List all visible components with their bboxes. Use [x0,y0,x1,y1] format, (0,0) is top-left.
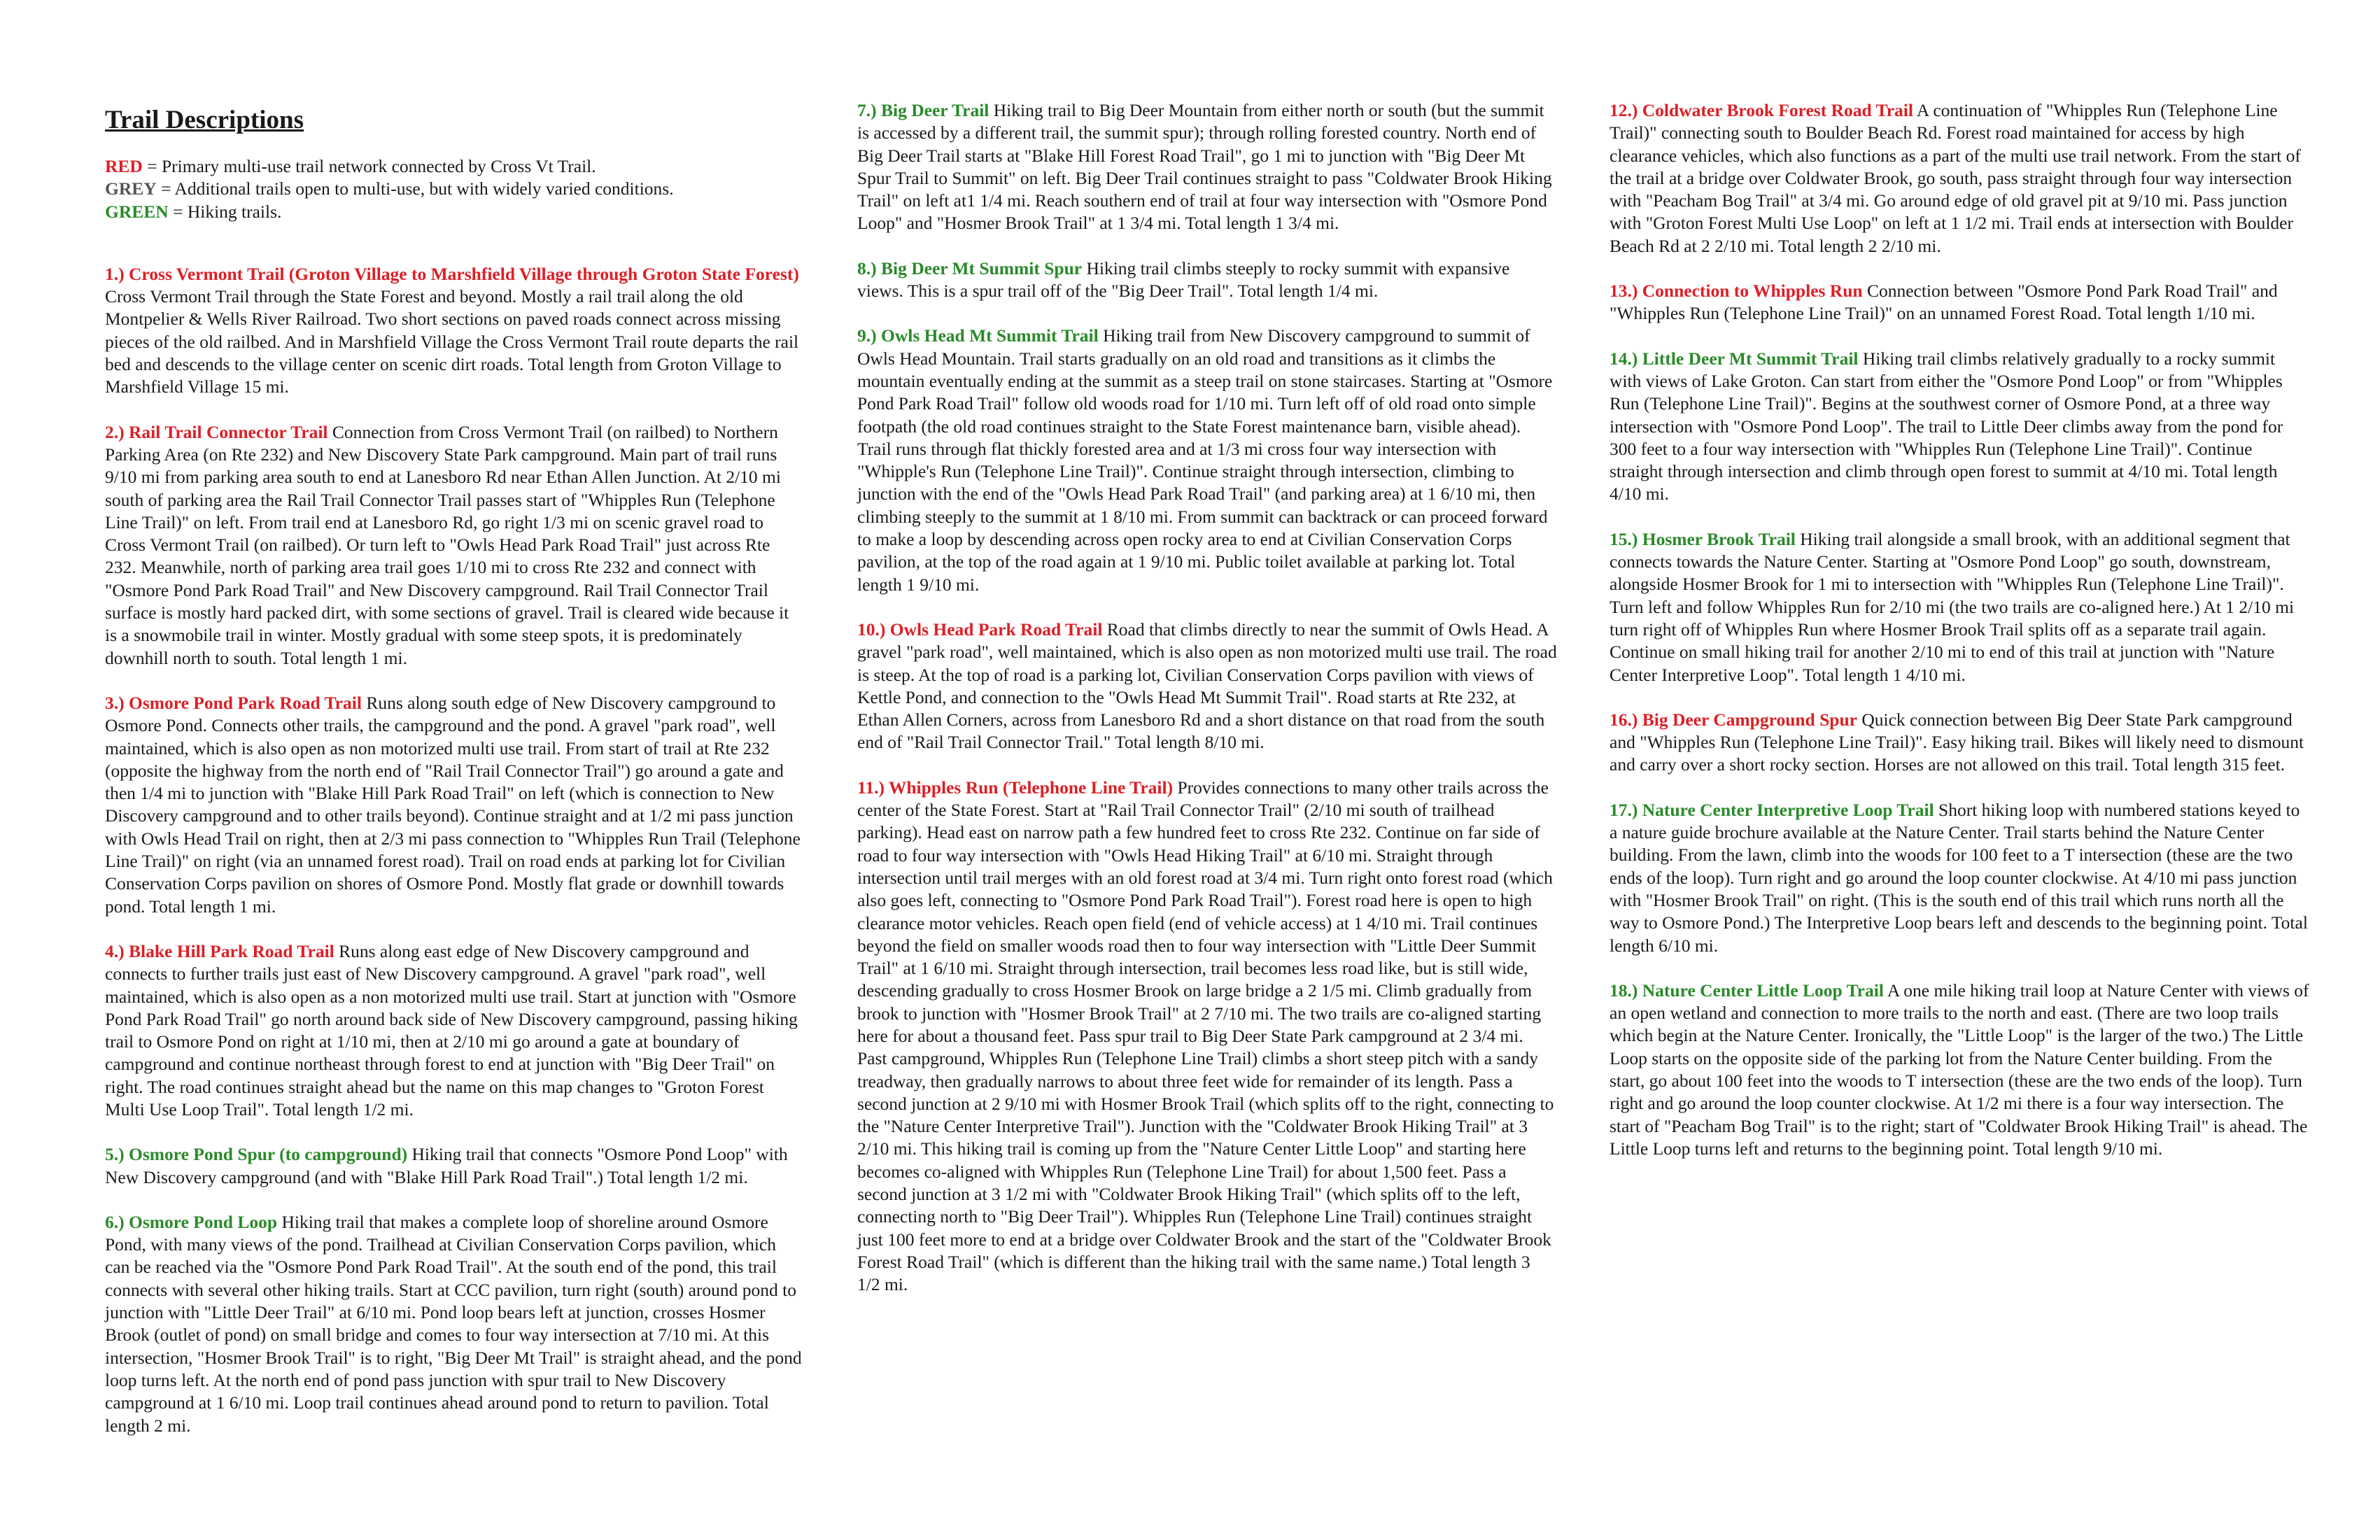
trail-paragraph [1610,99,2309,257]
trail-entry [105,421,805,670]
color-legend [105,155,805,223]
trail-body: Hiking trail that connects "Osmore Pond Loop" with New Discovery campground (and with "Blake Hill Park Road Trail".) Total length 1/2 mi. [105,1144,788,1187]
trail-body: Road that climbs directly to near the summit of Owls Head. A gravel "park road", well maintained, which is also open as non motorized multi use trail. The road is steep. At the top of road is a parking lot, Civilian Conservation Corps pavilion with views of Kettle Pond, and connection to the "Owls Head Mt Summit Trail". Road starts at Rte 232, at Ethan Allen Corners, across from Lanesboro Rd and a short distance on that road from the south end of "Rail Trail Connector Trail." Total length 8/10 mi. [857,619,1557,753]
trail-entry [857,619,1557,754]
trail-paragraph [1610,980,2309,1160]
trail-paragraph [105,1211,805,1437]
trail-heading: 9.) Owls Head Mt Summit Trail [857,325,1099,346]
trail-body: Hiking trail that makes a complete loop of shoreline around Osmore Pond, with many views of the pond. Trailhead at Civilian Conservation Corps pavilion, which can be reached via the "Osmore Pond Park Road Trail". At the south end of the pond, this trail connects with several other hiking trails. Start at CCC pavilion, turn right (south) around pond to junction with "Little Deer Trail" at 6/10 mi. Pond loop bears left at junction, crosses Hosmer Brook (outlet of pond) on small bridge and comes to four way intersection at 7/10 mi. At this intersection, "Hosmer Brook Trail" is to right, "Big Deer Mt Trail" is straight ahead, and the pond loop turns left. At the north end of pond pass junction with spur trail to New Discovery campground at 1 6/10 mi. Loop trail continues ahead around pond to return to pavilion. Total length 2 mi. [105,1211,802,1436]
trail-heading: 16.) Big Deer Campground Spur [1610,709,1857,730]
trail-body: Hiking trail climbs relatively gradually to a rocky summit with views of Lake Groton. Can start from either the "Osmore Pond Loop" or from "Whipples Run (Telephone Line Trail)". Begins at the southwest corner of Osmore Pond, at a three way intersection with "Osmore Pond Loop". The trail to Little Deer climbs away from the pond for 300 feet to a four way intersection with "Whipples Run (Telephone Line Trail)". Continue straight through intersection and climb through open forest to summit at 4/10 mi. Total length 4/10 mi. [1610,348,2283,504]
trail-entry [1610,709,2309,777]
trail-body: A one mile hiking trail loop at Nature Center with views of an open wetland and connection to more trails to the north and east. (There are two loop trails which begin at the Nature Center. Ironically, the "Little Loop" is the larger of the two.) The Little Loop starts on the opposite side of the parking lot from the Nature Center building. From the start, go about 100 feet into the woods to T intersection (these are the two ends of the loop). Turn right and go around the loop counter clockwise. At 1/2 mi there is a four way intersection. The start of "Peacham Bog Trail" is to the right; start of "Coldwater Brook Hiking Trail" is ahead. The Little Loop turns left and returns to the beginning point. Total length 9/10 mi. [1610,980,2309,1159]
trail-entry [857,99,1557,235]
trail-body: Hiking trail climbs steeply to rocky summit with expansive views. This is a spur trail off of the "Big Deer Trail". Total length 1/4 mi. [857,257,1510,302]
legend-red-key: RED [105,156,143,176]
trail-paragraph [105,1143,805,1189]
legend-green-key: GREEN [105,201,169,222]
trail-entry [857,325,1557,596]
legend-grey-text: = Additional trails open to multi-use, but with widely varied conditions. [156,178,674,199]
trail-body: Runs along south edge of New Discovery campground to Osmore Pond. Connects other trails, the campground and the pond. A gravel "park road", well maintained, which is also open as non motorized multi use trail. From start of trail at Rte 232 (opposite the highway from the north end of "Rail Trail Connector Trail") go around a gate and then 1/4 mi to junction with "Blake Hill Park Road Trail" on left (which is connection to New Discovery campground and to other trails beyond). Continue straight and at 1/2 mi pass junction with Owls Head Trail on right, then at 2/3 mi pass connection to "Whipples Run Trail (Telephone Line Trail)" on right (via an unnamed forest road). Trail on road ends at parking lot for Civilian Conservation Corps pavilion on shores of Osmore Pond. Mostly flat grade or downhill towards pond. Total length 1 mi. [105,692,801,917]
trail-heading: 10.) Owls Head Park Road Trail [857,619,1103,640]
trail-body: Short hiking loop with numbered stations keyed to a nature guide brochure available at the Nature Center. Trail starts behind the Nature Center building. From the lawn, climb into the woods for 100 feet to a T intersection (these are the two ends of the loop). Turn right and go around the loop counter clockwise. At 4/10 mi pass junction with "Hosmer Brook Trail" on right. (This is the south end of this trail which runs north all the way to Osmore Pond.) The Interpretive Loop bears left and descends to the beginning point. Total length 6/10 mi. [1610,799,2308,956]
trail-paragraph [1610,348,2309,506]
trail-body: Quick connection between Big Deer State Park campground and "Whipples Run (Telephone Line Trail)". Easy hiking trail. Bikes will likely need to dismount and carry over a short rocky section. Horses are not allowed on this trail. Total length 315 feet. [1610,709,2304,775]
trail-paragraph [857,99,1557,235]
trail-paragraph [857,777,1557,1297]
trail-body: Runs along east edge of New Discovery campground and connects to further trails just east of New Discovery campground. A gravel "park road", well maintained, which is also open as a non motorized multi use trail. Start at junction with "Osmore Pond Park Road Trail" go north around back side of New Discovery campground, passing hiking trail to Osmore Pond on right at 1/10 mi, then at 2/10 mi go around a gate at boundary of campground and continue northeast through forest to end at junction with "Big Deer Trail" on right. The road continues straight ahead but the name on this map changes to "Groton Forest Multi Use Loop Trail". Total length 1/2 mi. [105,940,798,1119]
trail-paragraph [1610,709,2309,777]
trail-heading: 4.) Blake Hill Park Road Trail [105,940,335,961]
trail-entry [1610,980,2309,1160]
trail-entry [1610,528,2309,686]
column-3 [1610,99,2309,1182]
trail-entry [105,940,805,1121]
trail-paragraph [1610,799,2309,957]
trail-entry [1610,99,2309,257]
trail-heading: 13.) Connection to Whipples Run [1610,281,1863,302]
legend-green-text: = Hiking trails. [168,201,282,222]
trail-body: Hiking trail alongside a small brook, with an additional segment that connects towards the Nature Center. Starting at "Osmore Pond Loop" go south, downstream, alongside Hosmer Brook for 1 mi to intersection with "Whipples Run (Telephone Line Trail)". Turn left and follow Whipples Run for 2/10 mi (the two trails are co-aligned here.) At 1 2/10 mi turn right off of Whipples Run where Hosmer Brook Trail splits off as a separate trail again. Continue on small hiking trail for another 2/10 mi to end of this trail at junction with "Nature Center Interpretive Loop". Total length 1 4/10 mi. [1610,528,2295,685]
trail-heading: 7.) Big Deer Trail [857,100,990,120]
trail-heading: 15.) Hosmer Brook Trail [1610,528,1796,549]
trail-paragraph [857,257,1557,303]
trail-paragraph [105,692,805,918]
trail-body: A continuation of "Whipples Run (Telephone Line Trail)" connecting south to Boulder Beach Rd. Forest road maintained for access by high clearance vehicles, which also functions as a part of the multi use trail network. From the start of the trail at a bridge over Coldwater Brook, go south, pass straight through four way intersection with "Peacham Bog Trail" at 3/4 mi. Go around edge of old gravel pit at 9/10 mi. Pass junction with "Groton Forest Multi Use Loop" on left at 1 1/2 mi. Trail ends at intersection with Boulder Beach Rd at 2 2/10 mi. Total length 2 2/10 mi. [1610,100,2301,256]
trail-body: Cross Vermont Trail through the State Forest and beyond. Mostly a rail trail along the old Montpelier & Wells River Railroad. Two short sections on paved roads connect across missing pieces of the old railbed. And in Marshfield Village the Cross Vermont Trail route departs the rail bed and descends to the village center on scenic dirt roads. Total length from Groton Village to Marshfield Village 15 mi. [105,286,799,397]
legend-grey-key: GREY [105,178,157,199]
trail-paragraph [857,619,1557,754]
trail-entry [1610,799,2309,957]
trail-heading: 14.) Little Deer Mt Summit Trail [1610,348,1859,369]
trail-heading: 11.) Whipples Run (Telephone Line Trail) [857,777,1174,798]
trail-heading: 6.) Osmore Pond Loop [105,1211,278,1232]
trail-entry [1610,280,2309,325]
trail-entry [857,257,1557,303]
trail-body: Provides connections to many other trails across the center of the State Forest. Start at "Rail Trail Connector Trail" (2/10 mi south of trailhead parking). Head east on narrow path a few hundred feet to cross Rte 232. Continue on far side of road to four way intersection with "Owls Head Hiking Trail" at 6/10 mi. Straight through intersection until trail merges with an old forest road at 3/4 mi. Turn right onto forest road (which also goes left, connecting to "Osmore Pond Park Road Trail"). Forest road here is open to high clearance motor vehicles. Reach open field (end of vehicle access) at 1 4/10 mi. Trail continues beyond the field on smaller woods road then to four way intersection with "Little Deer Summit Trail" at 1 6/10 mi. Straight through intersection, trail becomes less road like, but is still wide, descending gradually to cross Hosmer Brook on large bridge a 2 1/5 mi. Climb gradually from brook to junction with "Hosmer Brook Trail" at 2 7/10 mi. The two trails are co-aligned starting here for about a thousand feet. Pass spur trail to Big Deer State Park campground at 2 3/4 mi. Past campground, Whipples Run (Telephone Line Trail) climbs a short steep pitch with a sandy treadway, then gradually narrows to about three feet wide for remainder of its length. Pass a second junction at 2 9/10 mi with Hosmer Brook Trail (which splits off to the right, connecting to the "Nature Center Interpretive Trail"). Junction with the "Coldwater Brook Hiking Trail" at 3 2/10 mi. This hiking trail is coming up from the "Nature Center Little Loop" and starting here becomes co-aligned with Whipples Run (Telephone Line Trail) for about 1,500 feet. Pass a second junction at 3 1/2 mi with "Coldwater Brook Hiking Trail" (which splits off to the left, connecting north to "Big Deer Trail"). Whipples Run (Telephone Line Trail) continues straight just 100 feet more to end at a bridge over Coldwater Brook and the start of the "Coldwater Brook Forest Road Trail" (which is different than the hiking trail with the same name.) Total length 3 1/2 mi. [857,777,1554,1295]
trail-heading: 17.) Nature Center Interpretive Loop Trail [1610,799,1934,820]
trail-paragraph [1610,280,2309,325]
legend-red-row [105,155,805,178]
trail-entry [105,1211,805,1437]
legend-green-row [105,201,805,223]
trail-paragraph [105,263,805,399]
trail-body: Connection between "Osmore Pond Park Road Trail" and "Whipples Run (Telephone Line Trail)" on an unnamed Forest Road. Total length 1/10 mi. [1610,281,2278,324]
trail-heading: 8.) Big Deer Mt Summit Spur [857,257,1083,278]
trail-body: Hiking trail to Big Deer Mountain from either north or south (but the summit is accessed by a different trail, the summit spur); through rolling forested country. North end of Big Deer Trail starts at "Blake Hill Forest Road Trail", go 1 mi to junction with "Big Deer Mt Spur Trail to Summit" on left. Big Deer Trail continues straight to pass "Coldwater Brook Hiking Trail" on left at1 1/4 mi. Reach southern end of trail at four way intersection with "Osmore Pond Loop" and "Hosmer Brook Trail" at 1 3/4 mi. Total length 1 3/4 mi. [857,100,1552,234]
trail-heading: 18.) Nature Center Little Loop Trail [1610,980,1884,1001]
page-title: Trail Descriptions [105,106,304,134]
trail-heading: 2.) Rail Trail Connector Trail [105,421,328,442]
trail-paragraph [105,421,805,670]
trail-entry [857,777,1557,1297]
trail-entry [1610,348,2309,506]
column-2 [857,99,1557,1319]
legend-red-text: = Primary multi-use trail network connected by Cross Vt Trail. [142,156,596,176]
trail-body: Hiking trail from New Discovery campground to summit of Owls Head Mountain. Trail starts gradually on an old road and transitions as it climbs the mountain eventually ending at the summit as a steep trail on stone staircases. Starting at "Osmore Pond Park Road Trail" follow old woods road for 1/10 mi. Turn left off of old road onto simple footpath (the old road continues straight to the State Forest maintenance barn, visible ahead). Trail runs through flat thickly forested area and at 1/3 mi cross four way intersection with "Whipple's Run (Telephone Line Trail)". Continue straight through intersection, climbing to junction with the end of the "Owls Head Park Road Trail" (and parking area) at 1 6/10 mi, then climbing steeply to the summit at 1 8/10 mi. From summit can backtrack or can proceed forward to make a loop by descending across open rocky area to end at Civilian Conservation Corps pavilion, at the top of the road again at 1 9/10 mi. Public toilet available at parking lot. Total length 1 9/10 mi. [857,325,1553,595]
trail-paragraph [105,940,805,1121]
column-1 [105,105,805,1460]
trail-heading: 5.) Osmore Pond Spur (to campground) [105,1144,408,1165]
trail-entry [105,692,805,918]
trail-heading: 1.) Cross Vermont Trail (Groton Village to Marshfield Village through Groton State Forest) [105,263,799,284]
trail-heading: 12.) Coldwater Brook Forest Road Trail [1610,100,1913,120]
trail-entry [105,263,805,399]
legend-grey-row [105,178,805,200]
trail-paragraph [857,325,1557,596]
trail-body: Connection from Cross Vermont Trail (on railbed) to Northern Parking Area (on Rte 232) and New Discovery State Park campground. Main part of trail runs 9/10 mi from parking area south to end at Lanesboro Rd near Ethan Allen Junction. At 2/10 mi south of parking area the Rail Trail Connector Trail passes start of "Whipples Run (Telephone Line Trail)" on left. From trail end at Lanesboro Rd, go right 1/3 mi on scenic gravel road to Cross Vermont Trail (on railbed). Or turn left to "Owls Head Park Road Trail" just across Rte 232. Meanwhile, north of parking area trail goes 1/10 mi to cross Rte 232 and connect with "Osmore Pond Park Road Trail" and New Discovery campground. Rail Trail Connector Trail surface is mostly hard packed dirt, with some sections of gravel. Trail is cleared wide because it is a snowmobile trail in winter. Mostly gradual with some steep spots, it is predominately downhill north to south. Total length 1 mi. [105,421,789,668]
trail-paragraph [1610,528,2309,686]
trail-entry [105,1143,805,1189]
trail-heading: 3.) Osmore Pond Park Road Trail [105,692,362,713]
